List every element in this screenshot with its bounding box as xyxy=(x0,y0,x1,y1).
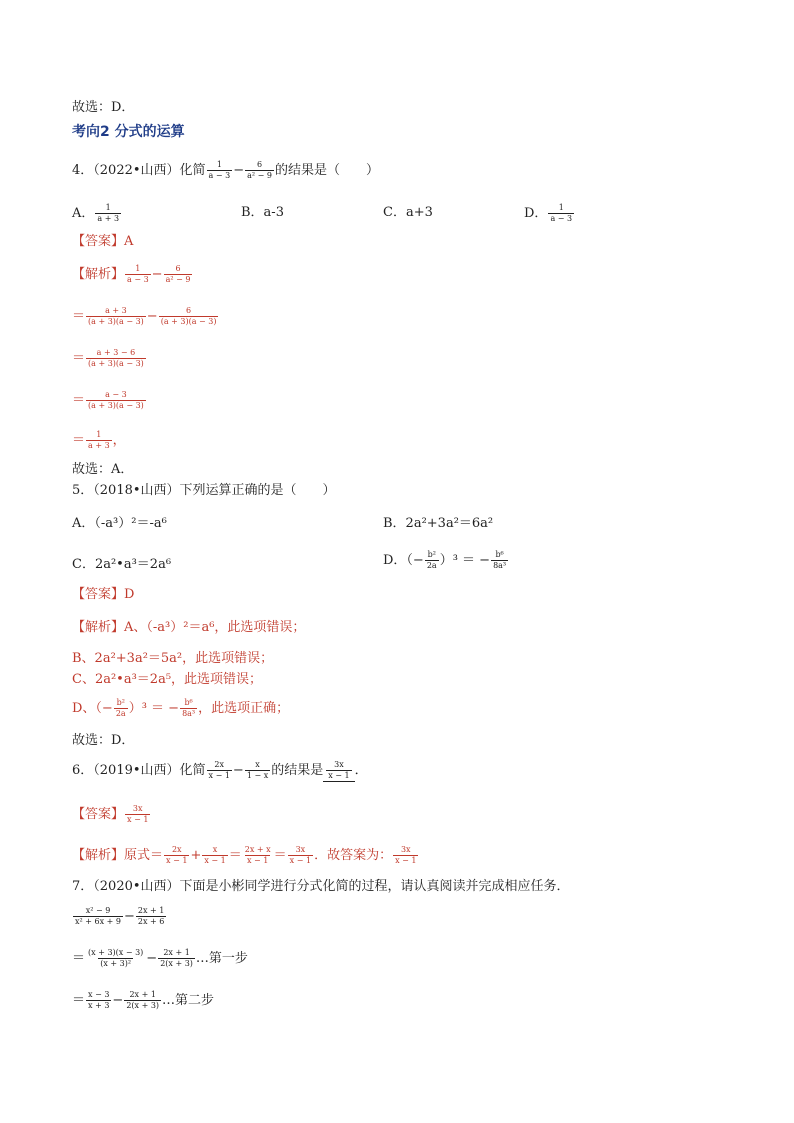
q7-stem: 7．（2020•山西）下面是小彬同学进行分式化简的过程，请认真阅读并完成相应任务． xyxy=(72,879,570,894)
q6-analysis: 【解析】原式＝ $\frac{2x}{x - 1}$ + $\frac{x}{x - 1}$ ＝ $\frac{2x + x}{x - 1}$ ＝ $\frac{3x}{x - 1}$ ．故答案为： $\frac{3x}{x - 1}$ xyxy=(72,845,417,865)
q7-line-2: ＝ $\frac{x - 3}{x + 3}$ − $\frac{2x + 1}{2(x + 3)}$ …第二步 xyxy=(72,990,215,1010)
q4-answer: 【答案】A xyxy=(72,234,134,249)
q4-analysis-line-1: 【解析】 $\frac{1}{a - 3}$ − $\frac{6}{\text{a² − 9}}$ xyxy=(72,264,191,284)
q7-line-1: ＝ $\frac{(x + 3)(x - 3)}{\text{(x + 3)²}}$ − $\frac{2x + 1}{2(x + 3)}$ …第一步 xyxy=(72,948,248,968)
q5-final: 故选：D． xyxy=(72,733,135,748)
q6-answer: 【答案】 $\frac{3x}{x - 1}$ xyxy=(72,804,149,824)
q4-analysis-line-4: ＝ $\frac{a - 3}{(a + 3)(a - 3)}$ xyxy=(72,390,144,410)
q4-option-d: D． $\frac{1}{a - 3}$ xyxy=(524,203,573,223)
q4-option-c: C．a+3 xyxy=(383,205,433,220)
q4-analysis-line-5: ＝ $\frac{1}{a + 3}$ ， xyxy=(72,430,126,450)
q5-analysis-d: D、（− $\frac{\text{b²}}{2a}$ ）³ ＝ − $\frac{\text{b⁶}}{\text{8a³}}$ ，此选项正确； xyxy=(72,698,290,718)
q5-analysis-b: B、2a²+3a²＝5a²，此选项错误； xyxy=(72,651,274,666)
answer-blank: $\frac{3x}{x - 1}$ xyxy=(323,760,354,782)
q5-analysis-c: C、2a²•a³＝2a⁵，此选项错误； xyxy=(72,672,263,687)
q4-option-b: B．a-3 xyxy=(241,205,284,220)
q5-stem: 5．（2018•山西）下列运算正确的是（ ） xyxy=(72,483,336,498)
q4-final: 故选：A． xyxy=(72,462,134,477)
q5-answer: 【答案】D xyxy=(72,587,135,602)
q5-option-b: B．2a²+3a²＝6a² xyxy=(383,516,494,531)
q5-analysis-a: 【解析】A、（-a³）²＝a⁶，此选项错误； xyxy=(72,620,306,635)
fraction: $\frac{6}{\text{a² − 9}}$ xyxy=(247,160,272,180)
q4-option-a: A． $\frac{1}{a + 3}$ xyxy=(72,203,120,223)
q4-analysis-line-3: ＝ $\frac{a + 3 - 6}{(a + 3)(a - 3)}$ xyxy=(72,348,144,368)
fraction: $\frac{1}{a - 3}$ xyxy=(208,160,231,180)
q5-option-a: A．（-a³）²＝-a⁶ xyxy=(72,516,167,531)
prev-answer: 故选：D． xyxy=(72,100,135,115)
section-title: 考向2 分式的运算 xyxy=(72,124,185,140)
q4-analysis-line-2: ＝ $\frac{a + 3}{(a + 3)(a - 3)}$ − $\frac{6}{(a + 3)(a - 3)}$ xyxy=(72,306,217,326)
q5-option-c: C．2a²•a³＝2a⁶ xyxy=(72,557,172,572)
q7-line-0: $\frac{\text{x² − 9}}{\text{x² + 6x + 9}}$ − $\frac{2x + 1}{2x + 6}$ xyxy=(75,906,165,926)
q5-option-d: D．（− $\frac{\text{b²}}{2a}$ ）³ ＝ − $\frac{\text{b⁶}}{\text{8a³}}$ xyxy=(383,550,507,570)
q4-stem: 4．（2022•山西）化简 $\frac{1}{a - 3}$ − $\frac{6}{\text{a² − 9}}$ 的结果是（ ） xyxy=(72,160,379,180)
q6-stem: 6．（2019•山西）化简 $\frac{2x}{x - 1}$ − $\frac{x}{1 - x}$ 的结果是 $\frac{3x}{x - 1}$ ． xyxy=(72,760,368,780)
